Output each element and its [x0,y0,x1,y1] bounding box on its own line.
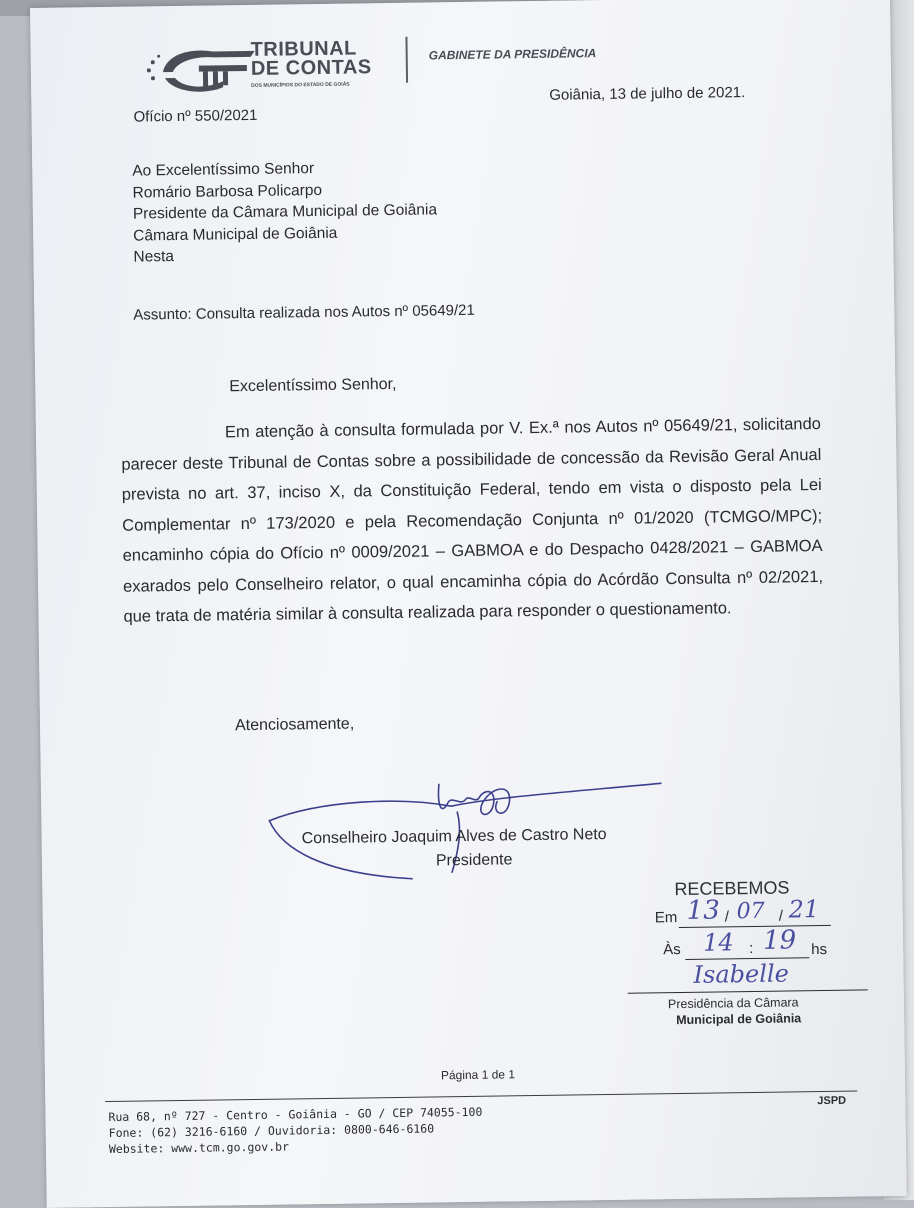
footer-website: Website: www.tcm.go.gov.br [108,1139,290,1157]
page-number: Página 1 de 1 [440,1067,516,1083]
logo-subtitle: DOS MUNICÍPIOS DO ESTADO DE GOIÁS [251,81,350,89]
logo-title-line2: DE CONTAS [250,56,372,80]
stamp-separator: / [724,908,730,926]
header-divider [405,37,408,83]
stamp-title: RECEBEMOS [674,877,790,900]
stamp-time-label: Às [663,941,681,959]
signer-title: Presidente [435,851,513,870]
body-paragraph: Em atenção à consulta formulada por V. Ex.ª nos Autos nº 05649/21, solicitando parecer deste Tribunal de Contas sobre a possibilidade de concessão da Revisão Geral Anual prevista no art. 37, inciso X, da Constituição Federal, tendo em vista o disposto pela Lei Complementar nº 173/2020 e pela Recomendação Conjunta nº 01/2020 (TCMGO/MPC); encaminho cópia do Ofício nº 0009/2021 – GABMOA e do Despacho 0428/2021 – GABMOA exarados pelo Conselheiro relator, o qual encaminha cópia do Acórdão Consulta nº 02/2021, que trata de matéria similar à consulta realizada para responder o questionamento. [121,414,824,626]
place-date: Goiânia, 13 de julho de 2021. [549,84,746,104]
recipient-line: Presidente da Câmara Municipal de Goiânia [132,201,438,223]
stamp-org-line1: Presidência da Câmara [667,995,799,1012]
greeting: Excelentíssimo Senhor, [229,375,397,396]
stamp-hours-suffix: hs [811,940,828,959]
recipient-line: Nesta [133,248,175,266]
document-page [30,0,907,1208]
subject: Assunto: Consulta realizada nos Autos nº 05649/21 [133,301,475,324]
stamp-signature-line [628,989,868,993]
stamp-separator: / [778,907,784,925]
letter-number: Ofício nº 550/2021 [133,106,258,126]
logo-title-line1: TRIBUNAL [250,37,357,61]
logo-title [250,39,371,79]
stamp-date-label: Em [654,909,678,927]
stamp-day: 13 [686,895,720,926]
recipient-line: Câmara Municipal de Goiânia [133,224,338,245]
stamp-month: 07 [736,898,765,925]
stamp-year: 21 [788,895,820,924]
footer-phone: Fone: (62) 3216-6160 / Ouvidoria: 0800-646-6160 [108,1121,435,1141]
signer-name: Conselheiro Joaquim Alves de Castro Neto [301,826,607,848]
closing: Atenciosamente, [234,715,355,735]
footer-code: JSPD [817,1094,847,1108]
stamp-minute: 19 [762,925,797,956]
recipient-line: Ao Excelentíssimo Senhor [132,160,315,180]
recipient-line: Romário Barbosa Policarpo [132,181,323,202]
stamp-signature: Isabelle [693,959,789,989]
stamp-time-separator: : [749,939,754,958]
recipient-block [132,156,438,268]
footer-rule [105,1091,857,1102]
stamp-org-line2: Municipal de Goiânia [676,1011,802,1028]
stamp-hour: 14 [702,928,734,957]
tribunal-logo-icon [143,43,264,101]
department-name: GABINETE DA PRESIDÊNCIA [428,46,597,63]
footer-contact [108,1104,483,1157]
footer-address: Rua 68, nº 727 - Centro - Goiânia - GO / CEP 74055-100 [108,1104,483,1125]
